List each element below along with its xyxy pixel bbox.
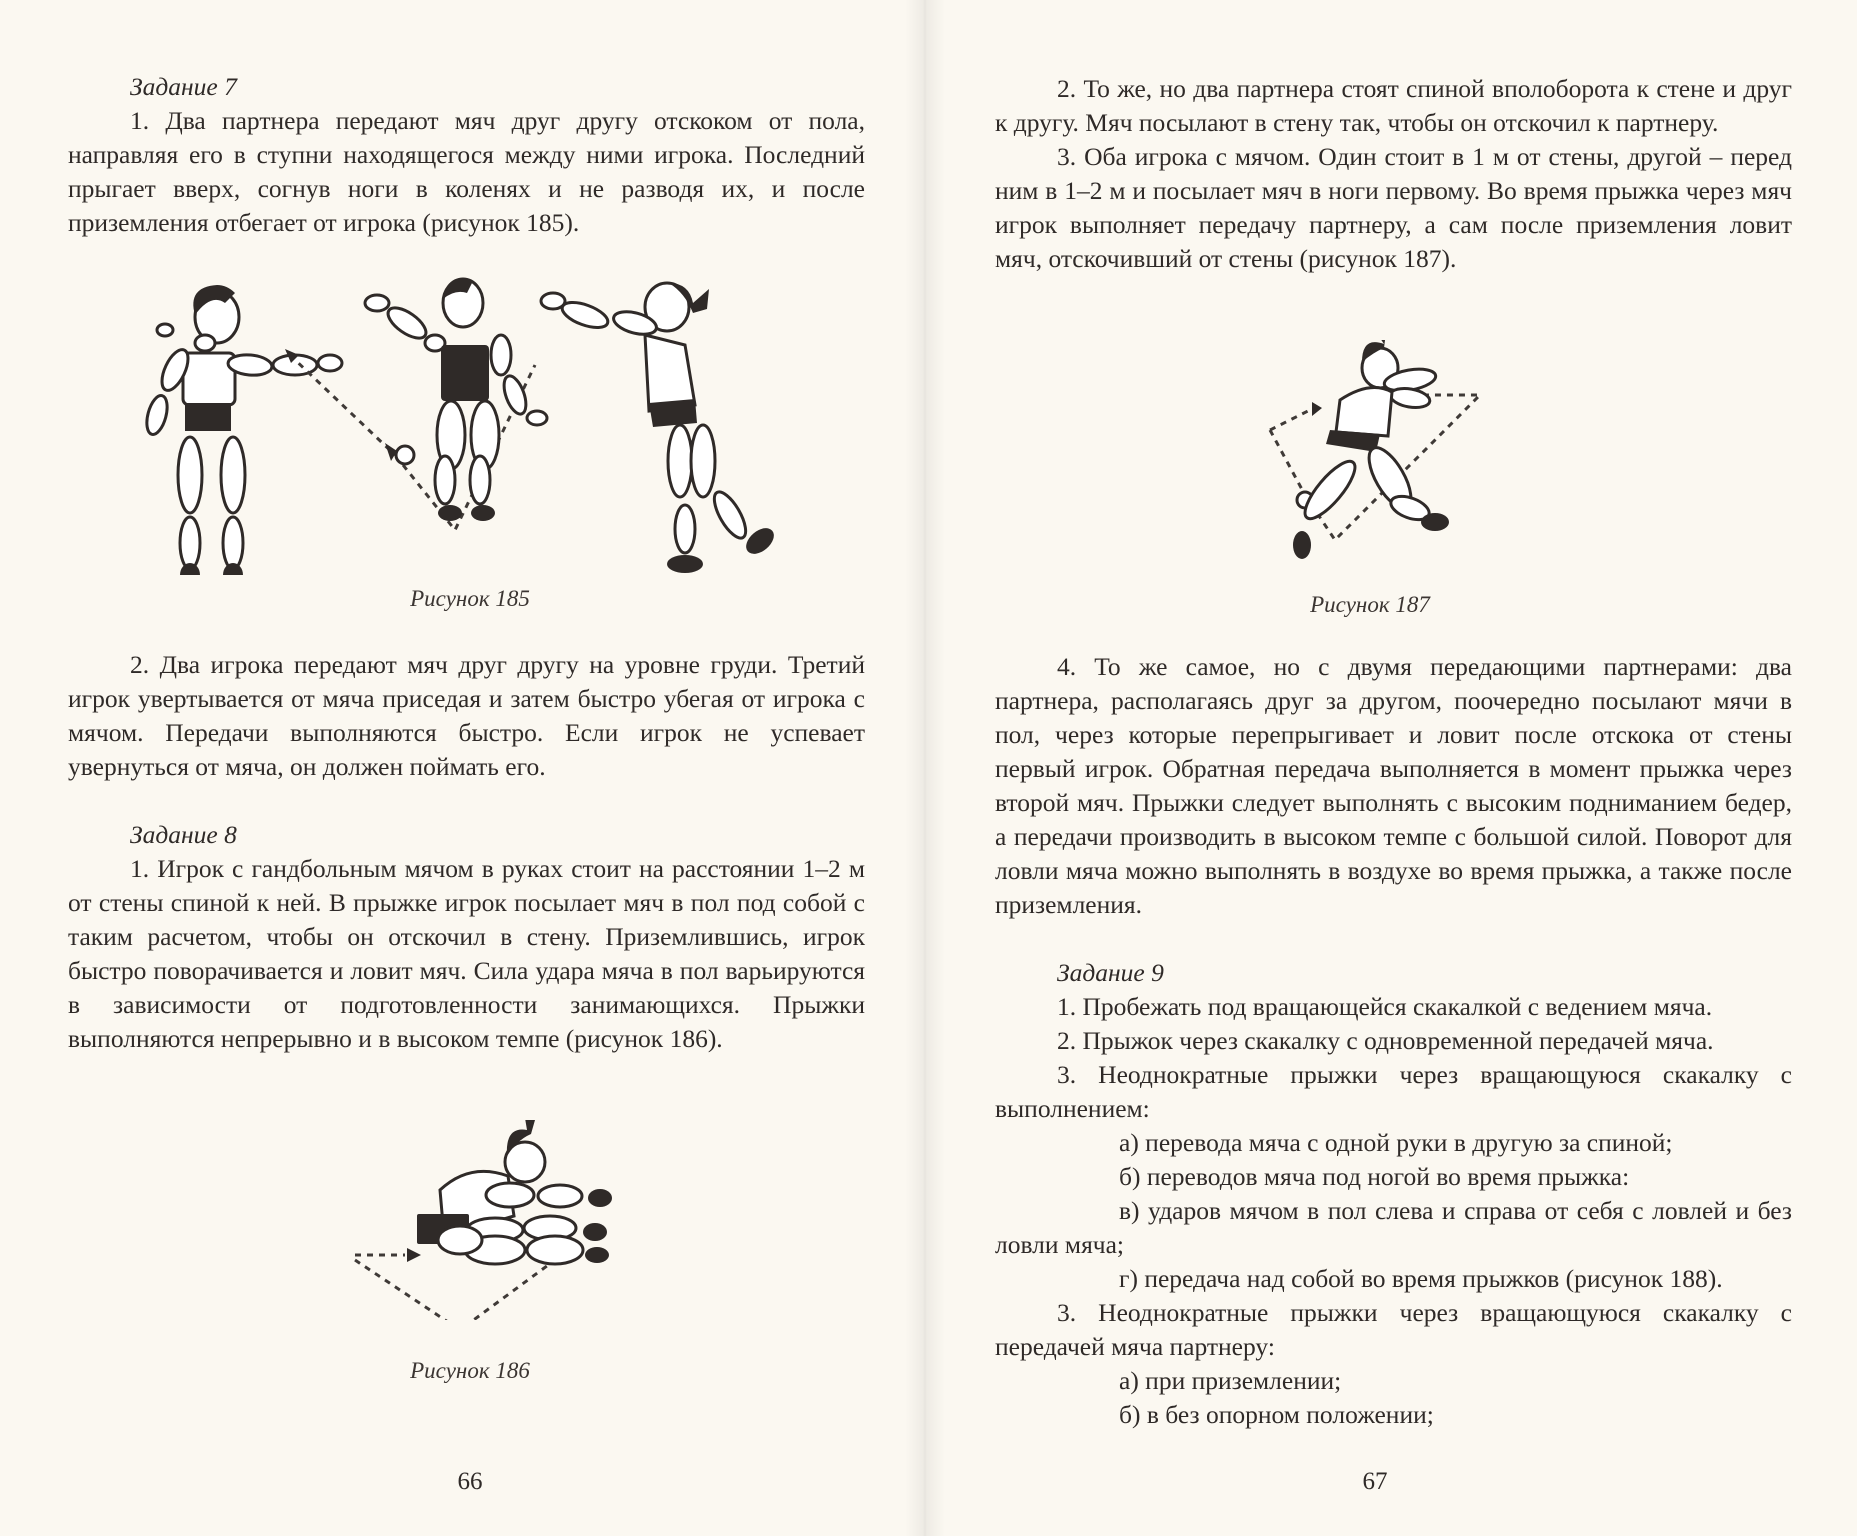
figure-185-player-right: [541, 283, 779, 573]
task9-item-3b: б) переводов мяча под ногой во время прыжка:: [1119, 1162, 1630, 1191]
task7-heading: Задание 7: [130, 72, 237, 101]
figure-185-player-middle: [365, 279, 547, 521]
task7-paragraph-2-block: [68, 648, 865, 784]
task9-item-1: 1. Пробежать под вращающейся скакалкой с ведением мяча.: [1057, 992, 1713, 1021]
paragraph-4-two-passers: 4. То же самое, но с двумя передающими партнерами: два партнера, располагаясь друг за другом, поочередно посылают мячи в пол, через которые перепрыгивает и ловит после отскока от стены первый игрок. Обратная передача выполняется в момент прыжка через второй мяч. Прыжки следует выполнять с высоким подниманием бедер, а передачи производить в высоком темпе с большой силой. Поворот для ловли мяча можно выполнять в воздухе во время прыжка, а также после приземления.: [995, 652, 1792, 919]
task7-paragraph-1: 1. Два партнера передают мяч друг другу отскоком от пола, направляя его в ступни находящегося между ними игрока. Последний прыгает вверх, согнув ноги в коленях и не разводя их, и после приземления отбегает от игрока (рисунок 185).: [68, 106, 865, 237]
task8-paragraph-1: 1. Игрок с гандбольным мячом в руках стоит на расстоянии 1–2 м от стены спиной к ней. В прыжке игрок посылает мяч в пол под собой с таким расчетом, чтобы он отскочил в стену. Приземлившись, игрок быстро поворачивается и ловит мяч. Сила удара мяча в пол варьируются в зависимости от подготовленности занимающихся. Прыжки выполняются непрерывно и в высоком темпе (рисунок 186).: [68, 854, 865, 1053]
task8-heading: Задание 8: [130, 820, 237, 849]
task9-heading: Задание 9: [1057, 958, 1164, 987]
task9-item-3-partner: 3. Неоднократные прыжки через вращающуюся скакалку с передачей мяча партнеру:: [995, 1298, 1792, 1361]
task9-item-3: 3. Неоднократные прыжки через вращающуюся скакалку с выполнением:: [995, 1060, 1792, 1123]
figure-187-illustration: [1260, 340, 1490, 570]
figure-185-illustration: [145, 275, 805, 575]
task9-item-3-partner-b: б) в без опорном положении;: [1119, 1400, 1434, 1429]
task9-item-3a: а) перевода мяча с одной руки в другую за спиной;: [1119, 1128, 1673, 1157]
task9-item-3g: г) передача над собой во время прыжков (рисунок 188).: [1119, 1264, 1723, 1293]
task8-section: [68, 818, 865, 1056]
paragraph-2-same-partners: 2. То же, но два партнера стоят спиной вполоборота к стене и друг к другу. Мяч посылают в стену так, чтобы он отскочил к партнеру.: [995, 74, 1792, 137]
figure-186-caption: Рисунок 186: [410, 1358, 530, 1383]
figure-186-illustration: [345, 1120, 625, 1320]
task9-item-3v: в) ударов мячом в пол слева и справа от себя с ловлей и без ловли мяча;: [995, 1196, 1792, 1259]
figure-185-caption: Рисунок 185: [410, 586, 530, 611]
figure-185-ball: [396, 446, 414, 464]
task9-item-2: 2. Прыжок через скакалку с одновременной передачей мяча.: [1057, 1026, 1714, 1055]
left-page: [0, 0, 920, 1536]
right-intro-section: [995, 72, 1792, 276]
task7-paragraph-2: 2. Два игрока передают мяч друг другу на уровне груди. Третий игрок увертывается от мяча приседая и затем быстро убегая от игрока с мячом. Передачи выполняются быстро. Если игрок не успевает увернуться от мяча, он должен поймать его.: [68, 650, 865, 781]
page-number-right: 67: [1362, 1468, 1388, 1495]
paragraph-4-block: [995, 650, 1792, 922]
figure-185-player-left: [145, 285, 342, 575]
page-number-left: 66: [457, 1468, 483, 1495]
task9-section: [995, 956, 1792, 1432]
figure-187-caption: Рисунок 187: [1310, 592, 1430, 617]
right-page: [930, 0, 1857, 1536]
task9-item-3-partner-a: а) при приземлении;: [1119, 1366, 1342, 1395]
paragraph-3-both-players: 3. Оба игрока с мячом. Один стоит в 1 м от стены, другой – перед ним в 1–2 м и посылает мяч в ноги первому. Во время прыжка через мяч игрок выполняет передачу партнеру, а сам после приземления ловит мяч, отскочивший от стены (рисунок 187).: [995, 142, 1792, 273]
task7-section: [68, 70, 865, 240]
